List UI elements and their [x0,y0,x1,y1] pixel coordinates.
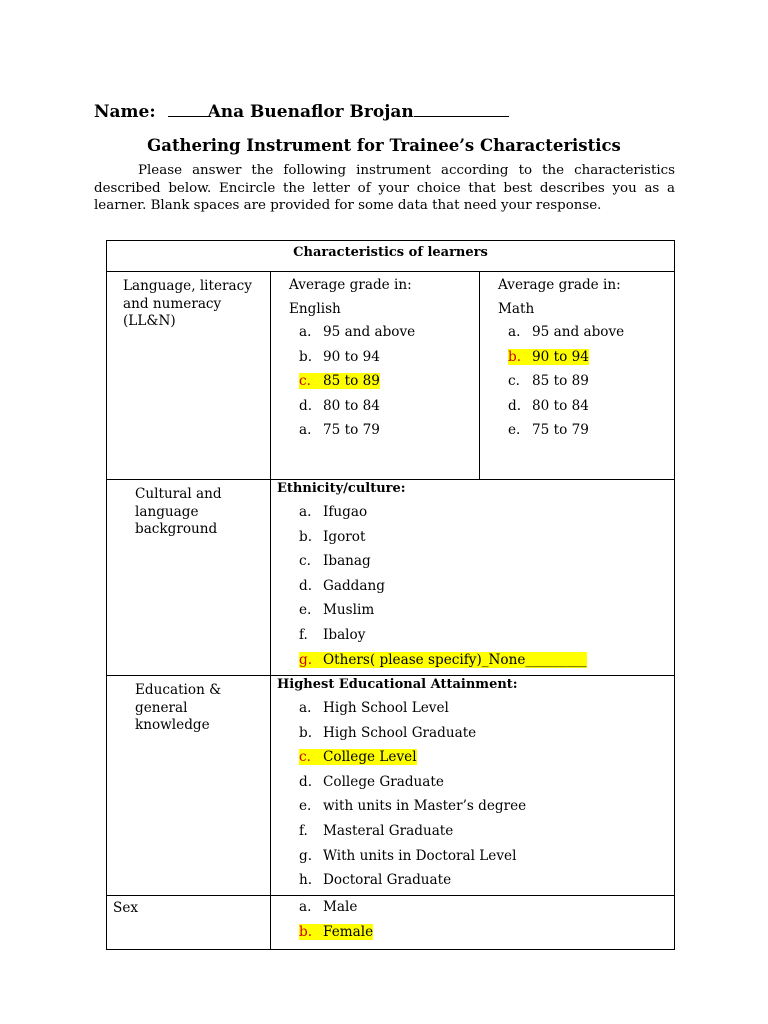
sex-label-cell [107,896,271,950]
culture-label: Cultural and language background [135,486,222,537]
answer-option [299,627,365,643]
english-options [271,321,479,444]
answer-option [299,725,476,741]
list-item [299,370,479,395]
option-text: College Graduate [323,773,444,790]
list-item [299,575,674,600]
option-letter: d. [299,397,313,414]
option-letter: b. [508,348,522,365]
list-item [299,697,674,722]
sex-cell [271,896,675,950]
list-item [299,771,674,796]
culture-cell [271,480,675,676]
option-letter: a. [299,700,312,716]
option-text: 85 to 89 [323,373,380,390]
answer-option [299,798,526,814]
option-letter: a. [508,324,521,340]
list-item [299,346,479,371]
option-letter: e. [508,422,521,439]
math-subject: Math [498,301,535,317]
english-subject: English [289,301,341,317]
option-text: Doctoral Graduate [323,872,452,889]
list-item [299,395,479,420]
answer-option [299,398,380,414]
option-letter: d. [299,773,313,790]
list-item [508,395,674,420]
list-item [299,501,674,526]
list-item [299,869,674,894]
answer-option [299,774,444,790]
answer-option [299,848,516,864]
list-item [299,795,674,820]
option-text: Gaddang [323,577,385,594]
education-heading: Highest Educational Attainment: [277,677,518,692]
list-item [299,599,674,624]
list-item [299,624,674,649]
option-text: Muslim [323,602,375,619]
option-text: Ibanag [323,553,371,570]
option-letter: b. [299,348,313,365]
answer-option [508,422,589,438]
option-letter: g. [299,651,313,668]
education-label: Education & general knowledge [135,682,222,733]
list-item [508,419,674,444]
instructions-text: Please answer the following instrument according to the characteristics described below. Encircle the letter of your choice that best describes you as a learner. Blank spaces are provided for some data that need your response. [94,163,675,213]
option-letter: a. [299,899,312,915]
answer-option [299,504,367,520]
option-text: Igorot [323,528,366,545]
option-text: 95 and above [532,324,625,340]
answer-option [299,529,365,545]
option-text: 95 and above [323,324,416,340]
option-letter: g. [299,847,313,864]
selected-answer [299,373,380,389]
option-text: Female [323,923,374,940]
name-label: Name: [94,102,156,122]
option-text: 80 to 84 [532,397,589,414]
list-item [508,370,674,395]
list-item [299,321,479,346]
option-text: 90 to 94 [323,348,380,365]
option-text: 90 to 94 [532,348,589,365]
list-item [508,346,674,371]
answer-option [299,324,415,340]
page-title: Gathering Instrument for Trainee’s Characteristics [147,136,621,155]
option-letter: a. [299,422,312,439]
list-item [299,649,674,674]
option-letter: c. [508,373,520,390]
sex-options [271,896,674,945]
list-item [299,820,674,845]
option-text: 85 to 89 [532,373,589,390]
list-item [299,722,674,747]
option-text: 75 to 79 [323,422,380,439]
option-text: 75 to 79 [532,422,589,439]
option-letter: f. [299,822,308,839]
answer-option [508,398,589,414]
option-letter: a. [299,324,312,340]
option-text: College Level [323,749,417,766]
option-text: with units in Master’s degree [323,798,527,815]
sex-label: Sex [113,900,139,916]
name-value: Ana Buenaflor Brojan [207,102,414,122]
culture-label-cell [107,480,271,676]
option-text: With units in Doctoral Level [323,847,517,864]
culture-options [271,497,674,673]
option-letter: b. [299,923,313,940]
option-letter: c. [299,553,311,570]
english-avg-label: Average grade in: [289,277,412,293]
list-item [299,921,674,946]
selected-answer [508,349,589,365]
answer-option [299,578,385,594]
option-text: Ifugao [323,504,368,520]
option-letter: b. [299,528,313,545]
list-item [299,550,674,575]
selected-answer [299,924,373,940]
llen-label-cell [107,272,271,480]
option-letter: f. [299,626,308,643]
llen-label: Language, literacy and numeracy (LL&N) [123,278,252,329]
answer-option [299,553,371,569]
name-blank-lead [168,116,208,117]
list-item [508,321,674,346]
option-text: Ibaloy [323,626,366,643]
answer-option [299,872,451,888]
option-letter: d. [299,577,313,594]
selected-answer [299,749,417,765]
option-text: Masteral Graduate [323,822,454,839]
table-header: Characteristics of learners [107,241,675,272]
name-line [94,102,509,122]
option-text: High School Level [323,700,449,716]
answer-option [508,324,624,340]
option-letter: h. [299,872,313,889]
name-blank-trail [414,116,509,117]
option-text: 80 to 84 [323,397,380,414]
education-cell [271,676,675,896]
list-item [299,896,674,921]
math-avg-label: Average grade in: [498,277,621,293]
option-letter: c. [299,749,311,766]
option-text: Male [323,899,358,915]
math-options [480,321,674,444]
answer-option [508,373,589,389]
english-cell [271,272,480,480]
list-item [299,845,674,870]
answer-option [299,700,449,716]
option-letter: d. [508,397,522,414]
answer-option [299,602,374,618]
list-item [299,746,674,771]
characteristics-table [106,240,675,950]
education-options [271,693,674,894]
answer-option [299,349,380,365]
option-text: High School Graduate [323,724,477,741]
option-letter: e. [299,602,312,619]
list-item [299,419,479,444]
option-letter: e. [299,798,312,815]
education-label-cell [107,676,271,896]
culture-heading: Ethnicity/culture: [277,481,406,496]
answer-option [299,899,357,915]
answer-option [299,823,453,839]
selected-answer [299,652,587,668]
instructions [94,162,675,215]
list-item [299,526,674,551]
math-cell [480,272,675,480]
option-letter: a. [299,504,312,520]
answer-option [299,422,380,438]
option-letter: b. [299,724,313,741]
option-text: Others( please specify)_None_________ [323,651,587,668]
option-letter: c. [299,373,311,390]
